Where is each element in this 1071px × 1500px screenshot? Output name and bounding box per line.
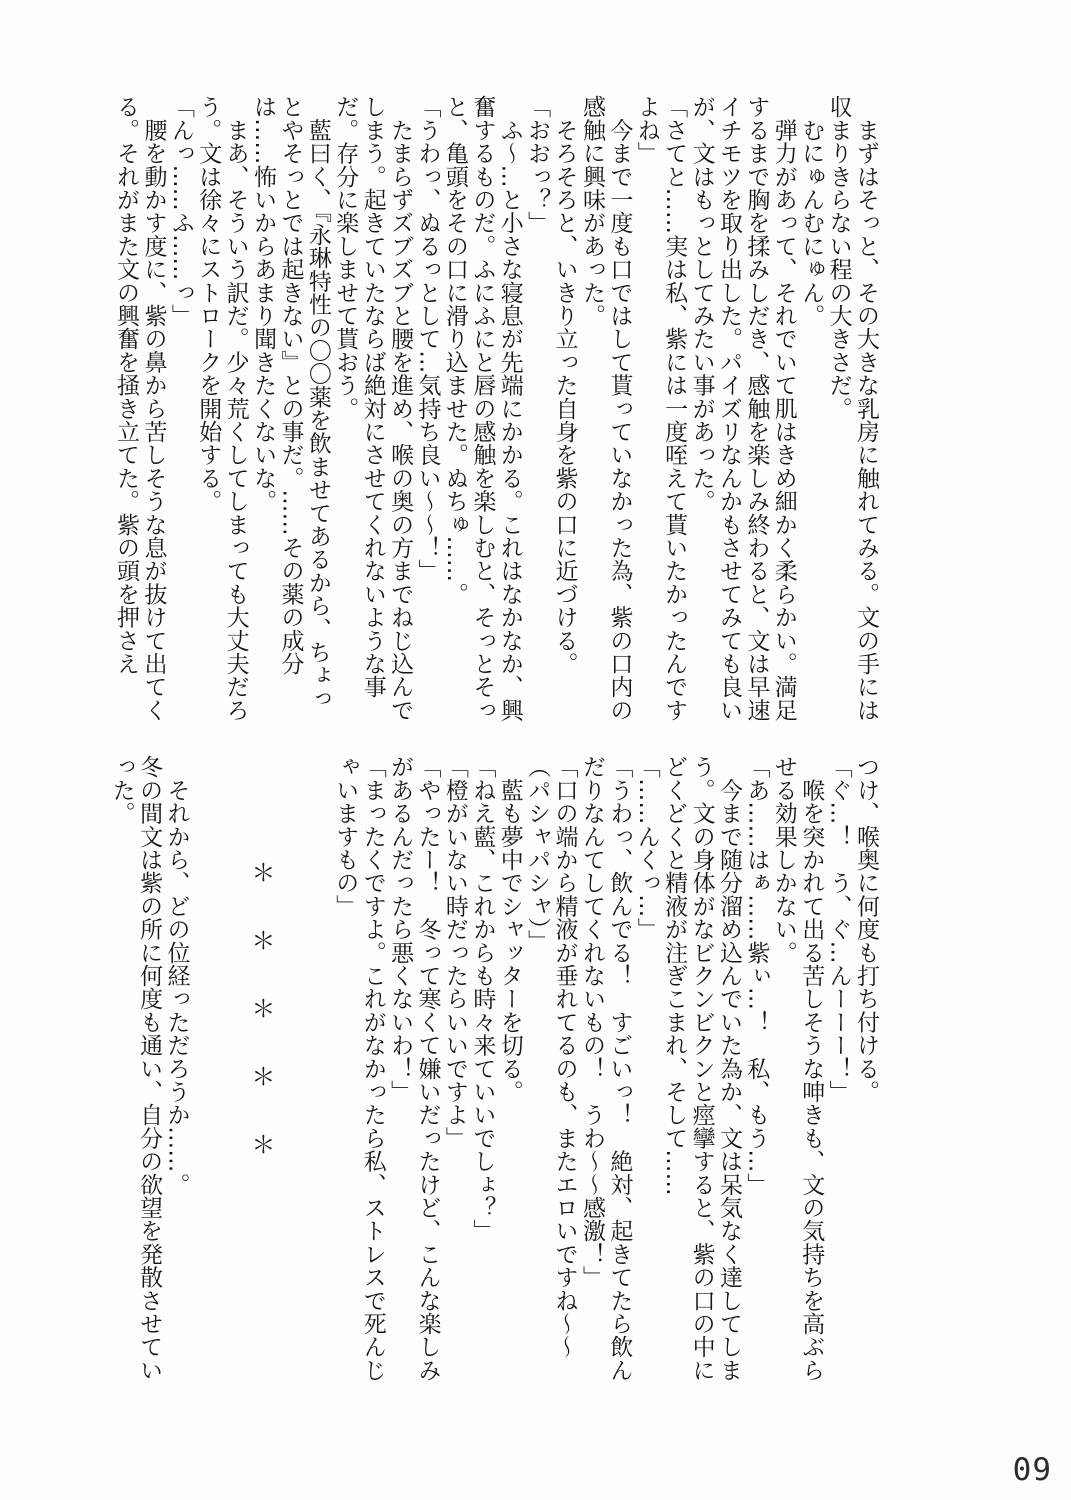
paragraph: まずはそっと、その大きな乳房に触れてみる。文の手には収まりきらない程の大きさだ。 xyxy=(825,95,879,722)
paragraph: ふ〜…と小さな寝息が先端にかかる。これはなかなか、興奮するものだ。ふにふにと唇の感触を楽しむと、そっとそっと、亀頭をその口に滑り込ませた。ぬちゅ……。 xyxy=(441,95,523,722)
paragraph: 藍も夢中でシャッターを切る。 xyxy=(496,755,523,1103)
dialogue-line: 「うわっ、ぬるっとして…気持ち良い〜〜！」 xyxy=(414,95,441,583)
dialogue-line: 「さてと……実は私、紫には一度咥えて貰いたかったんですよね」 xyxy=(633,95,688,722)
paragraph: 今まで随分溜め込んでいた為か、文は呆気なく達してしまう。文の身体がなビクンビクンと痙攣すると、紫の口の中にどくどくと精液が注ぎこまれ、そして…… xyxy=(661,755,742,1382)
paragraph: 腰を動かす度に、紫の鼻から苦しそうな息が抜けて出てくる。それがまた文の興奮を掻き立てた。紫の頭を押さえ xyxy=(113,95,167,722)
dialogue-line: 「あ……はぁ……紫ぃ…！ 私、もう…」 xyxy=(743,755,770,1196)
paragraph: むにゅんむにゅん。 xyxy=(798,95,825,327)
dialogue-line: 「……んくっ…」 xyxy=(633,755,660,941)
upper-text-block xyxy=(109,95,879,727)
dialogue-line: 「ねえ藍、これからも時々来ていいでしょ？」 xyxy=(469,755,496,1243)
paragraph: 今まで一度も口ではして貰っていなかった為、紫の口内の感触に興味があった。 xyxy=(578,95,633,722)
section-separator: ＊ ＊ ＊ ＊ ＊ xyxy=(246,860,275,1166)
dialogue-line: 「おおっ？」 xyxy=(524,95,551,235)
dialogue-line: 「やったー！ 冬って寒くて嫌いだったけど、こんな楽しみがあるんだったら悪くないわ！」 xyxy=(387,755,441,1382)
dialogue-line: 「ぐ…！ う、ぐ…んーーー！」 xyxy=(825,755,852,1103)
text-area xyxy=(109,95,879,1387)
dialogue-line: 「口の端から精液が垂れてるのも、またエロいですね〜〜（パシャパシャ）」 xyxy=(524,755,578,1359)
page-number: 09 xyxy=(1012,1452,1052,1488)
lower-text-block xyxy=(109,755,879,1387)
paragraph: 冬の間文は紫の所に何度も通い、自分の欲望を発散させていった。 xyxy=(109,755,163,1382)
paragraph: まあ、そういう訳だ。少々荒くしてしまっても大丈夫だろう。文は徐々にストロークを開始する。 xyxy=(195,95,249,722)
paragraph: 藍曰く、『永琳特性の〇〇薬を飲ませてあるから、ちょっとやそっとでは起きない』との事だ。……その薬の成分は……怖いからあまり聞きたくないな。 xyxy=(250,95,331,710)
paragraph: たまらずズブズブと腰を進め、喉の奥の方までねじ込んでしまう。起きていたならば絶対にさせてくれないような事だ。存分に楽しませて貰おう。 xyxy=(332,95,414,722)
dialogue-line: 「橙がいない時だったらいいですよ」 xyxy=(441,755,468,1150)
paragraph: それから、どの位経っただろうか……。 xyxy=(163,755,190,1196)
paragraph: 喉を突かれて出る苦しそうな呻きも、文の気持ちを高ぶらせる効果しかない。 xyxy=(770,755,825,1382)
paragraph: つけ、喉奥に何度も打ち付ける。 xyxy=(853,755,879,1103)
paragraph: 弾力があって、それでいて肌はきめ細かく柔らかい。満足するまで胸を揉みしだき、感触を楽しみ終わると、文は早速イチモツを取り出した。パイズリなんかもさせてみても良いが、文はもっとしてみたい事があった。 xyxy=(688,95,797,722)
dialogue-line: 「んっ……ふ……っ」 xyxy=(167,95,194,327)
dialogue-line: 「まったくですよ。これがなかったら私、ストレスで死んじゃいますもの」 xyxy=(332,755,386,1382)
paragraph: そろそろと、いきり立った自身を紫の口に近づける。 xyxy=(551,95,578,675)
dialogue-line: 「うわっ、飲んでる！ すごいっ！ 絶対、起きてたら飲んだりなんてしてくれないもの！ うわ〜〜感激！」 xyxy=(578,755,633,1382)
